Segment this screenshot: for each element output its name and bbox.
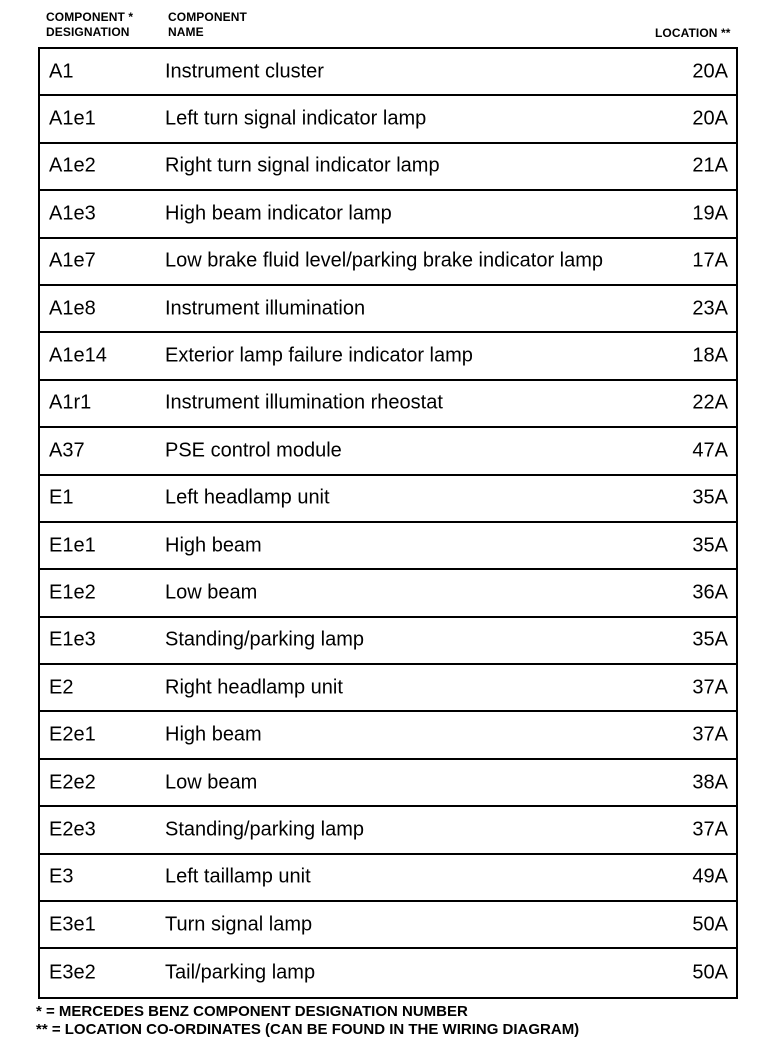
component-location: 20A — [692, 107, 728, 130]
component-designation: E1e1 — [49, 534, 96, 557]
component-name: Instrument cluster — [165, 60, 324, 83]
component-designation: E2e2 — [49, 771, 96, 794]
footnote-location: ** = LOCATION CO-ORDINATES (CAN BE FOUND IN THE WIRING DIAGRAM) — [36, 1021, 580, 1038]
component-name: Standing/parking lamp — [165, 818, 365, 841]
component-name: Left taillamp unit — [165, 865, 311, 888]
component-designation: E3e1 — [49, 913, 96, 936]
component-location: 38A — [692, 771, 728, 794]
component-location: 50A — [692, 961, 728, 984]
component-name: High beam indicator lamp — [165, 202, 392, 225]
table-row — [40, 239, 736, 286]
component-location: 50A — [692, 913, 728, 936]
component-designation: A1e2 — [49, 154, 96, 177]
component-location: 22A — [692, 391, 728, 414]
component-name: High beam — [165, 534, 262, 557]
table-row — [40, 570, 736, 617]
table-row — [40, 855, 736, 902]
component-designation: A37 — [49, 439, 85, 462]
component-name: High beam — [165, 723, 262, 746]
table-row — [40, 902, 736, 949]
table-row — [40, 523, 736, 570]
component-location: 18A — [692, 344, 728, 367]
component-designation: E2 — [49, 676, 74, 699]
component-name: Instrument illumination — [165, 297, 366, 320]
component-designation: A1e7 — [49, 249, 96, 272]
component-name: Turn signal lamp — [165, 913, 313, 936]
component-location: 49A — [692, 865, 728, 888]
component-designation: E1e3 — [49, 628, 96, 651]
component-name: Right turn signal indicator lamp — [165, 154, 440, 177]
table-row — [40, 760, 736, 807]
table-row — [40, 712, 736, 759]
component-location: 23A — [692, 297, 728, 320]
component-designation: E1e2 — [49, 581, 96, 604]
header-location: LOCATION ** — [655, 26, 731, 40]
table-row — [40, 381, 736, 428]
component-name: Low beam — [165, 581, 258, 604]
table-row — [40, 144, 736, 191]
component-name: Exterior lamp failure indicator lamp — [165, 344, 473, 367]
header-name: COMPONENT NAME — [168, 10, 247, 39]
component-location: 35A — [692, 534, 728, 557]
table-row — [40, 949, 736, 996]
component-location: 37A — [692, 723, 728, 746]
component-name: Left turn signal indicator lamp — [165, 107, 427, 130]
table-row — [40, 476, 736, 523]
table-row — [40, 286, 736, 333]
component-location: 35A — [692, 486, 728, 509]
component-location: 17A — [692, 249, 728, 272]
table-row — [40, 191, 736, 238]
component-name: Standing/parking lamp — [165, 628, 365, 651]
component-designation: E2e1 — [49, 723, 96, 746]
component-name: Tail/parking lamp — [165, 961, 316, 984]
component-location: 20A — [692, 60, 728, 83]
component-designation: A1 — [49, 60, 74, 83]
table-row — [40, 618, 736, 665]
component-location: 21A — [692, 154, 728, 177]
table-row — [40, 428, 736, 475]
component-location: 47A — [692, 439, 728, 462]
component-designation: E3 — [49, 865, 74, 888]
component-designation: E2e3 — [49, 818, 96, 841]
component-designation: A1e1 — [49, 107, 96, 130]
component-name: Right headlamp unit — [165, 676, 343, 699]
table-row — [40, 96, 736, 143]
component-name: Low brake fluid level/parking brake indicator lamp — [165, 249, 604, 272]
component-designation: E3e2 — [49, 961, 96, 984]
table-row — [40, 49, 736, 96]
header-designation: COMPONENT * DESIGNATION — [46, 10, 134, 39]
component-location: 19A — [692, 202, 728, 225]
table-row — [40, 665, 736, 712]
table-row — [40, 333, 736, 380]
component-name: Left headlamp unit — [165, 486, 330, 509]
component-name: Instrument illumination rheostat — [165, 391, 443, 414]
component-designation: A1e3 — [49, 202, 96, 225]
component-name: PSE control module — [165, 439, 342, 462]
component-designation: A1e8 — [49, 297, 96, 320]
component-location: 37A — [692, 676, 728, 699]
component-location: 36A — [692, 581, 728, 604]
component-designation: A1e14 — [49, 344, 107, 367]
footnote-designation: * = MERCEDES BENZ COMPONENT DESIGNATION NUMBER — [36, 1003, 468, 1020]
table-row — [40, 807, 736, 854]
component-location: 35A — [692, 628, 728, 651]
component-table — [38, 47, 738, 999]
component-location: 37A — [692, 818, 728, 841]
component-name: Low beam — [165, 771, 258, 794]
component-designation: E1 — [49, 486, 74, 509]
component-designation: A1r1 — [49, 391, 92, 414]
